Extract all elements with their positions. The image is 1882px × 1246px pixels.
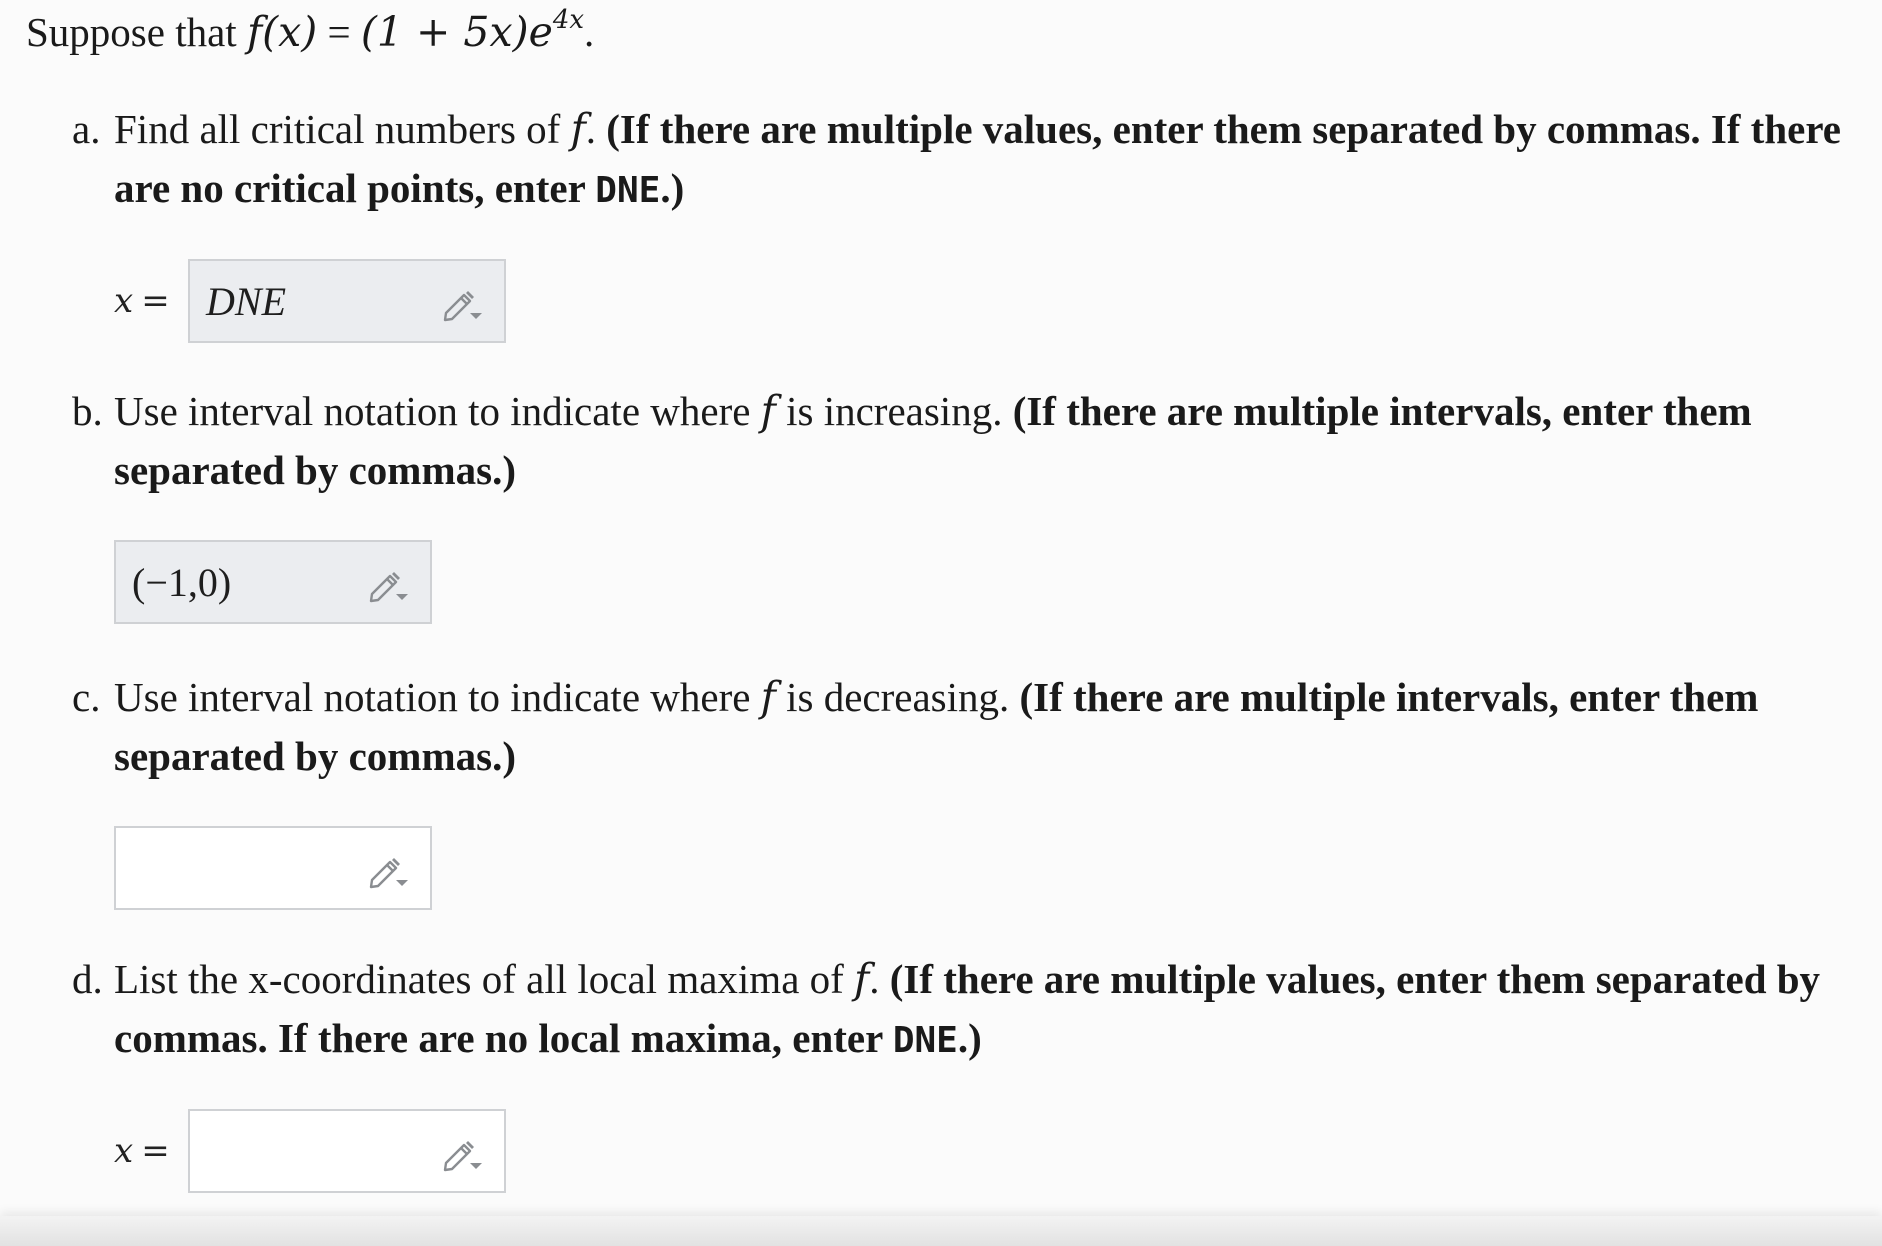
question-text-plain: is decreasing. [775, 674, 1020, 720]
question-text-plain: is increasing. [775, 388, 1013, 434]
question-text-plain: Find all critical numbers of [114, 106, 571, 152]
answer-input-b[interactable] [114, 540, 432, 624]
question-instructions: (If there are multiple values, enter them separated by commas. If there are no critical points, enter [114, 106, 1841, 211]
answer-row-c [114, 826, 432, 910]
question-instructions-end: .) [957, 1015, 982, 1061]
equals-sign: = [317, 9, 361, 55]
answer-row-d [114, 1109, 506, 1193]
pencil-dropdown-icon[interactable] [366, 854, 410, 890]
answer-row-b [114, 540, 432, 624]
question-letter: c. [72, 674, 101, 720]
dne-code: DNE [892, 1020, 958, 1061]
question-text-plain: List the x-coordinates of all local maxima of [114, 956, 855, 1002]
question-text [114, 950, 1862, 1070]
function-var: f [760, 673, 776, 721]
answer-label [114, 281, 188, 321]
function-var: f [854, 955, 870, 1003]
question-letter: b. [72, 388, 103, 434]
question-a [72, 100, 1862, 220]
function-lhs: f(x) [246, 8, 318, 56]
answer-label-var: x [114, 1131, 134, 1171]
function-var: f [760, 387, 776, 435]
question-instructions: (If there are multiple intervals, enter them separated by commas.) [114, 674, 1759, 779]
answer-value: DNE [206, 278, 286, 324]
question-text-plain: Use interval notation to indicate where [114, 388, 761, 434]
scroll-edge-shadow [0, 1216, 1882, 1246]
intro-suffix: . [584, 9, 595, 55]
pencil-dropdown-icon[interactable] [440, 1137, 484, 1173]
intro-prefix: Suppose that [26, 9, 247, 55]
answer-label-eq: = [141, 281, 170, 321]
question-text [114, 100, 1862, 220]
question-instructions: (If there are multiple values, enter them separated by commas. If there are no local maxima, enter [114, 956, 1821, 1061]
question-text-plain: . [869, 956, 890, 1002]
question-text-plain: . [585, 106, 607, 152]
function-var: f [570, 105, 586, 153]
answer-label-eq: = [141, 1131, 170, 1171]
question-text-plain: Use interval notation to indicate where [114, 674, 761, 720]
question-b [72, 382, 1862, 500]
function-rhs: (1 + 5x)e [360, 8, 553, 56]
question-c [72, 668, 1862, 786]
question-text [114, 382, 1862, 500]
answer-value: (−1,0) [132, 559, 232, 605]
dne-code: DNE [595, 170, 661, 211]
question-letter: a. [72, 106, 101, 152]
pencil-dropdown-icon[interactable] [366, 568, 410, 604]
question-instructions-end: .) [660, 165, 685, 211]
question-instructions: (If there are multiple intervals, enter them separated by commas.) [114, 388, 1752, 493]
answer-input-d[interactable] [188, 1109, 506, 1193]
answer-input-a[interactable] [188, 259, 506, 343]
answer-label-var: x [114, 281, 134, 321]
answer-row-a [114, 259, 506, 343]
answer-label [114, 1131, 188, 1171]
function-exponent: 4x [552, 5, 585, 35]
question-d [72, 950, 1862, 1070]
question-text [114, 668, 1862, 786]
answer-input-c[interactable] [114, 826, 432, 910]
pencil-dropdown-icon[interactable] [440, 287, 484, 323]
problem-statement [26, 6, 594, 64]
question-letter: d. [72, 956, 103, 1002]
